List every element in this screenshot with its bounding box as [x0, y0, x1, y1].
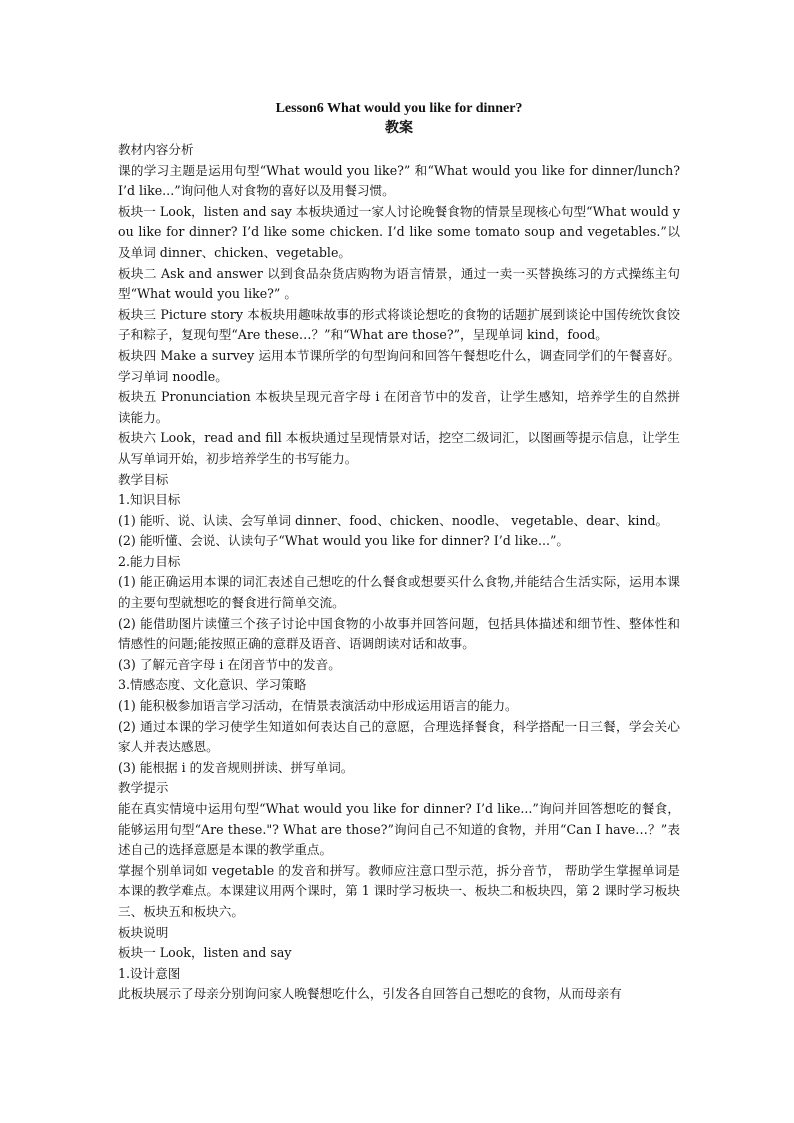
subheading-knowledge: 1.知识目标 — [118, 492, 181, 508]
list-item-knowledge-2: (2) 能听懂、会说、认读句子“What would you like for dinner? I’d like...”。 — [118, 533, 569, 549]
section-heading-analysis: 教材内容分析 — [118, 142, 194, 157]
paragraph-key-points: 能在真实情境中运用句型“What would you like for dinner? I’d like...”询问并回答想吃的餐食，能够运用句型“Are these."? What are those?”询问自己不知道的食物，并用“Can I have…？”表述自己的选择意愿是本课的教学重点。 — [118, 801, 680, 858]
section-heading-blocks: 板块说明 — [118, 924, 169, 940]
section-heading-goals: 教学目标 — [118, 471, 169, 487]
list-item-ability-1: (1) 能正确运用本课的词汇表述自己想吃的什么餐食或想要买什么食物,并能结合生活实际，运用本课的主要句型就想吃的餐食进行简单交流。 — [118, 574, 680, 611]
list-item-emotion-1: (1) 能积极参加语言学习活动，在情景表演活动中形成运用语言的能力。 — [118, 698, 518, 714]
paragraph-block-1: 板块一 Look，listen and say 本板块通过一家人讨论晚餐食物的情景呈现核心句型“What would you like for dinner? I’d like some chicken. I’d like some tomato soup and vegetables.”以及单词 dinner、chicken、vegetable。 — [118, 203, 680, 260]
paragraph-design-intent: 此板块展示了母亲分别询问家人晚餐想吃什么，引发各自回答自己想吃的食物，从而母亲有 — [118, 986, 622, 1002]
list-item-emotion-2: (2) 通过本课的学习使学生知道如何表达自己的意愿，合理选择餐食，科学搭配一日三餐，学会关心家人并表达感恩。 — [118, 718, 680, 755]
paragraph-block-2: 板块二 Ask and answer 以到食品杂货店购物为语言情景，通过一卖一买替换练习的方式操练主句型“What would you like?” 。 — [118, 265, 680, 302]
paragraph-block-5: 板块五 Pronunciation 本板块呈现元音字母 i 在闭音节中的发音，让学生感知，培养学生的自然拼读能力。 — [118, 389, 680, 425]
list-item-ability-3: (3) 了解元音字母 i 在闭音节中的发音。 — [118, 656, 341, 672]
paragraph-block-6: 板块六 Look，read and fill 本板块通过呈现情景对话，挖空二级词汇，以图画等提示信息，让学生从写单词开始，初步培养学生的书写能力。 — [118, 430, 680, 466]
lesson-title: Lesson6 What would you like for dinner? — [275, 101, 523, 116]
subheading-ability: 2.能力目标 — [118, 553, 181, 569]
list-item-emotion-3: (3) 能根据 i 的发音规则拼读、拼写单词。 — [118, 759, 354, 775]
section-heading-tips: 教学提示 — [118, 780, 169, 796]
subheading-block-1: 板块一 Look，listen and say — [118, 945, 292, 961]
list-item-knowledge-1: (1) 能听、说、认读、会写单词 dinner、food、chicken、noodle、 vegetable、dear、kind。 — [118, 512, 669, 528]
list-item-ability-2: (2) 能借助图片读懂三个孩子讨论中国食物的小故事并回答问题，包括具体描述和细节性、整体性和情感性的问题;能按照正确的意群及语音、语调朗读对话和故事。 — [118, 615, 680, 652]
subheading-emotion: 3.情感态度、文化意识、学习策略 — [118, 677, 307, 693]
paragraph-difficulties: 掌握个别单词如 vegetable 的发音和拼写。教师应注意口型示范，拆分音节， 帮助学生掌握单词是本课的教学难点。本课建议用两个课时，第 1 课时学习板块一、板块二和板块四，第 2 课时学习板块三、板块五和板块六。 — [118, 862, 680, 919]
paragraph-block-4: 板块四 Make a survey 运用本节课所学的句型询问和回答午餐想吃什么，调查同学们的午餐喜好。学习单词 noodle。 — [118, 347, 680, 384]
lesson-subtitle: 教案 — [385, 120, 413, 136]
paragraph-block-3: 板块三 Picture story 本板块用趣味故事的形式将谈论想吃的食物的话题扩展到谈论中国传统饮食饺子和粽子，复现句型“Are these…？”和“What are those?”，呈现单词 kind，food。 — [118, 306, 680, 343]
paragraph-theme: 课的学习主题是运用句型“What would you like?” 和“What would you like for dinner/lunch? I’d like...”询问他人对食物的喜好以及用餐习惯。 — [118, 162, 680, 199]
subheading-design-intent: 1.设计意图 — [118, 965, 181, 981]
